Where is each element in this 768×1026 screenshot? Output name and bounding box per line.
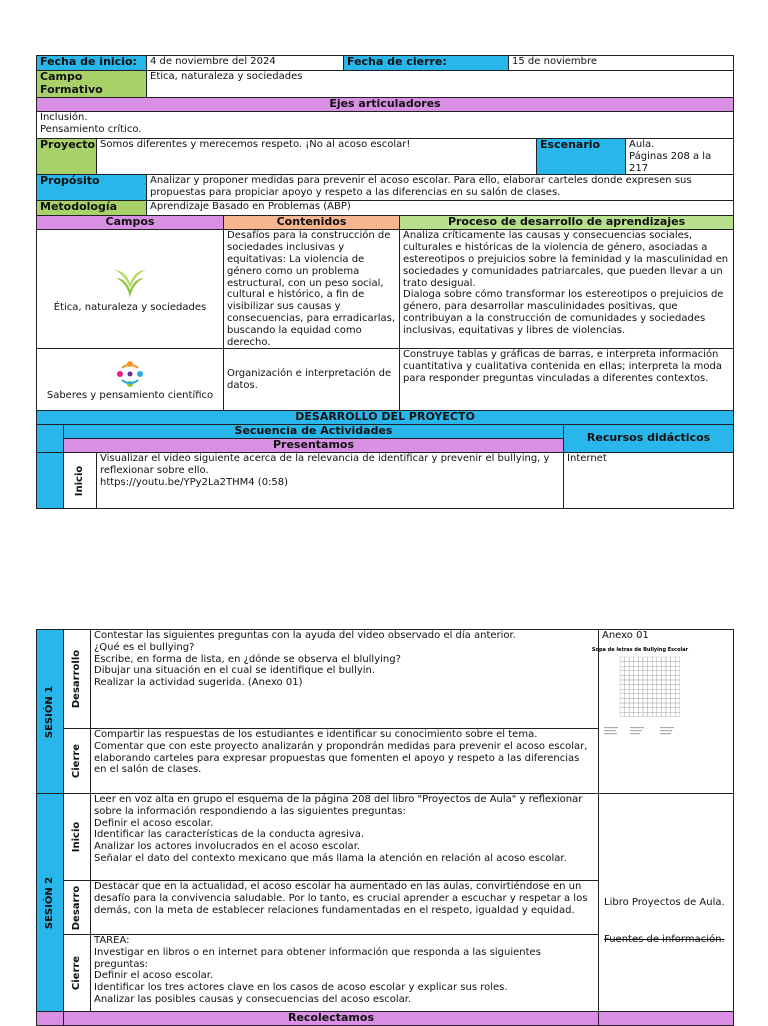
campo-etica-label: Ética, naturaleza y sociedades: [53, 302, 207, 314]
sesion1-label: SESIÓN 1: [44, 685, 56, 738]
sesion2-inicio-text: Leer en voz alta en grupo el esquema de la página 208 del libro "Proyectos de Aula" y reflexionar sobre la información respondiendo a las siguientes preguntas: Definir el acoso escolar. Identificar las características de la conducta agresiva. Analizar los actores involucrados en el acoso escolar. Señalar el dato del contexto mexicano que más llama la atención en relación al acoso escolar.: [91, 794, 599, 881]
recursos-title: Recursos didácticos: [564, 425, 734, 453]
proyecto-label: Proyecto: [37, 138, 97, 174]
campo-etica: [37, 230, 224, 349]
sesion2-recursos-cell: [599, 794, 734, 1012]
sesion1-desarrollo-text: Contestar las siguientes preguntas con la ayuda del video observado el día anterior. ¿Qué es el bullying? Escribe, en forma de lista, en ¿dónde se observa el blullying? Dibujar una situación en el cual se identifique el bullyin. Realizar la actividad sugerida. (Anexo 01): [91, 630, 599, 729]
planning-table: [36, 55, 734, 509]
inicio-label-cell: [64, 453, 97, 509]
sesion2-label-cell: [37, 794, 64, 1012]
proposito-label: Propósito: [37, 175, 147, 201]
s2-inicio-label-cell: [64, 794, 91, 881]
sesion2-label: SESIÓN 2: [44, 876, 56, 929]
anexo-title: Sopa de letras de Bullying Escolar: [591, 646, 689, 653]
sesion2-desarrollo-text: Destacar que en la actualidad, el acoso escolar ha aumentado en las aulas, convirtiéndose en un desafío para la convivencia saludable. Por lo tanto, es crucial aprender a escuchar y respetar a los demás, con la meta de establecer relaciones fundamentadas en el respeto, igualdad y equidad.: [91, 881, 599, 935]
campo-saberes-label: Saberes y pensamiento científico: [46, 389, 214, 401]
contenido-saberes: Organización e interpretación de datos.: [224, 349, 400, 411]
sesion1-label-cell: [37, 630, 64, 794]
metodologia-text: Aprendizaje Basado en Problemas (ABP): [147, 201, 734, 216]
anexo-thumbnail: [591, 645, 730, 744]
s2-cierre-label: Cierre: [71, 955, 83, 991]
s2-inicio-label: Inicio: [71, 821, 83, 853]
campo-formativo-label: Campo Formativo: [37, 71, 147, 98]
contenido-etica: Desafíos para la construcción de sociedades inclusivas y equitativas: La violencia de género como un problema estructural, con un peso social, cultural e histórico, a fin de visibilizar sus causas y consecuencias, para erradicarlas, buscando la equidad como derecho.: [224, 230, 400, 349]
presentamos-title: Presentamos: [64, 439, 564, 453]
recolectamos-blank: [37, 1012, 64, 1026]
blank-cell: [37, 425, 64, 453]
anexo-label: Anexo 01: [602, 630, 649, 641]
col-contenidos: Contenidos: [224, 216, 400, 230]
etica-logo-icon: [112, 266, 148, 300]
s2-desarrollo-label-cell: [64, 881, 91, 935]
fecha-cierre-label: Fecha de cierre:: [344, 56, 509, 71]
desarrollo-label-cell: [64, 630, 91, 729]
desarrollo-title: DESARROLLO DEL PROYECTO: [37, 411, 734, 425]
fecha-cierre-value: 15 de noviembre: [509, 56, 734, 71]
recolectamos-blank-right: [599, 1012, 734, 1026]
s2-cierre-label-cell: [64, 935, 91, 1012]
col-proceso: Proceso de desarrollo de aprendizajes: [400, 216, 734, 230]
campo-formativo-value: Ética, naturaleza y sociedades: [147, 71, 734, 98]
proposito-text: Analizar y proponer medidas para prevenir el acoso escolar. Para ello, elaborar carteles donde expresen sus propuestas para propiciar apoyo y respeto a las diferencias en su salón de clases.: [147, 175, 734, 201]
sessions-table: [36, 629, 734, 1026]
saberes-logo-icon: [116, 360, 144, 388]
col-campos: Campos: [37, 216, 224, 230]
ejes-title: Ejes articuladores: [37, 97, 734, 111]
inicio-recurso: Internet: [564, 453, 734, 509]
cierre-label: Cierre: [71, 743, 83, 779]
fecha-inicio-label: Fecha de inicio:: [37, 56, 147, 71]
anexo-cell: [591, 630, 734, 794]
campo-saberes: [37, 349, 224, 411]
sesion-blank: [37, 453, 64, 509]
cierre-label-cell: [64, 729, 91, 794]
recurso-libro: Libro Proyectos de Aula.: [604, 897, 725, 908]
secuencia-title: Secuencia de Actividades: [64, 425, 564, 439]
escenario-value: Aula. Páginas 208 a la 217: [626, 138, 734, 174]
metodologia-label: Metodología: [37, 201, 147, 216]
sesion2-cierre-text: TAREA: Investigar en libros o en internet para obtener información que responda a las siguientes preguntas: Definir el acoso escolar. Identificar los tres actores clave en los casos de acoso escolar y explicar sus roles. Analizar las posibles causas y consecuencias del acoso escolar.: [91, 935, 599, 1012]
s2-desarrollo-label: Desarro: [71, 885, 83, 930]
desarrollo-label: Desarrollo: [71, 649, 83, 709]
recolectamos-title: Recolectamos: [64, 1012, 599, 1026]
sesion1-cierre-text: Compartir las respuestas de los estudiantes e identificar su conocimiento sobre el tema. Comentar que con este proyecto analizarán y propondrán medidas para prevenir el acoso escolar, elaborando carteles para expresar propuestas que fomenten el apoyo y respeto a las diferencias en el salón de clases.: [91, 729, 599, 794]
escenario-label: Escenario: [537, 138, 626, 174]
fecha-inicio-value: 4 de noviembre del 2024: [147, 56, 344, 71]
inicio-label: Inicio: [74, 465, 86, 497]
proceso-etica: Analiza críticamente las causas y consecuencias sociales, culturales e históricas de la violencia de género, asociadas a estereotipos o prejuicios sobre la feminidad y la masculinidad en sociedades y comunidades patriarcales, que pueden llevar a un trato desigual. Dialoga sobre cómo transformar los estereotipos o prejuicios de género, para desarrollar masculinidades positivas, que contribuyan a la construcción de comunidades y sociedades inclusivas, equitativas y libres de violencias.: [400, 230, 734, 349]
ejes-text: Inclusión. Pensamiento crítico.: [37, 111, 734, 138]
inicio-text: Visualizar el video siguiente acerca de la relevancia de identificar y prevenir el bullying, y reflexionar sobre ello. https://youtu.be/YPy2La2THM4 (0:58): [97, 453, 564, 509]
proceso-saberes: Construye tablas y gráficas de barras, e interpreta información cuantitativa y cualitativa contenida en ellas; interpreta la moda para responder preguntas vinculadas a diferentes contextos.: [400, 349, 734, 411]
word-search-thumbnail-icon: [591, 645, 702, 740]
proyecto-text: Somos diferentes y merecemos respeto. ¡No al acoso escolar!: [97, 138, 537, 174]
recurso-fuentes: Fuentes de información.: [604, 934, 725, 945]
